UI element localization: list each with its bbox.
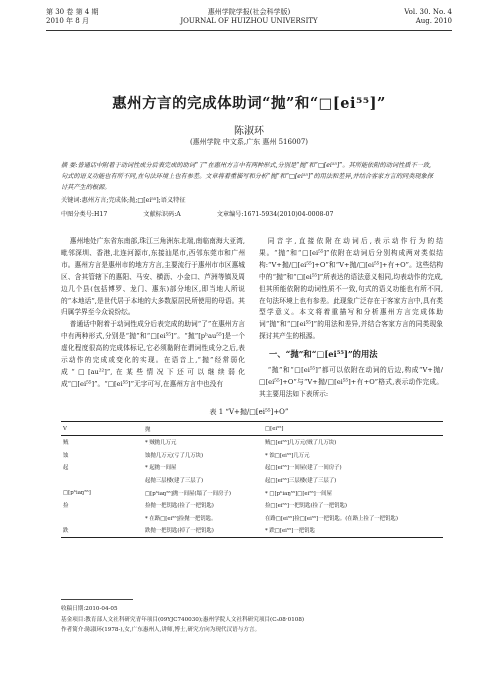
left-column bbox=[61, 236, 245, 391]
column-header-ei: □[ei⁵⁵] bbox=[263, 422, 443, 436]
table-cell: 跌 bbox=[61, 524, 143, 537]
table-cell: 在路□[ei⁵⁵]捡□[ei⁵⁵]一把钥匙。(在路上捡了一把钥匙) bbox=[265, 515, 398, 522]
paragraph: 普通话中附着于动词性成分后表完成的助词“了”在惠州方言中有两种形式,分别是“抛”和“□[ei⁵⁵]”。“抛”[pʰau⁵⁵]是一个虚化程度很高的完成体标记,它必须黏附在谓词性成分之后,表示动作的完成或变化的实现。在语音上,“抛”经常弱化成“□[au²²]”,在某些情况下还可以继续弱化成“□[ei⁵⁵]”。“□[ei⁵⁵]”无字可写,在惠州方言中也没有 bbox=[61, 320, 245, 388]
table-cell: * 起抛一间屋 bbox=[145, 465, 177, 472]
table-cell: □[pʰiaŋ⁵⁵]抛一间屋(塌了一间房子) bbox=[145, 490, 231, 497]
table-cell: 起□[ei⁵⁵]一间屋(建了一间房子) bbox=[265, 465, 342, 472]
table-cell: □[pʰiaŋ⁵⁵] bbox=[63, 489, 91, 496]
right-column bbox=[259, 236, 443, 401]
paragraph: 同音字,直接依附在动词后,表示动作行为的结果。“抛”和“□[ei⁵⁵]”依附在动词后分别构成两对类似结构:“V+抛/□[ei⁵⁵]+O”和“V+抛/□[ei⁵⁵]+有+O”。这些结构中的“抛”和“□[ei⁵⁵]”所表达的语法意义相同,均表动作的完成,但其所能依附的动词性质不一致,句式的语义功能也有所不同,在句法环境上也有参差。此现象广泛存在于客家方言中,具有类型学意义。本文将着重描写和分析惠州方言完成体助词“抛”和“□[ei⁵⁵]”的用法和差异,并结合客家方言的同类现象探讨其产生的根源。 bbox=[259, 237, 443, 341]
header-journal-en: JOURNAL OF HUIZHOU UNIVERSITY bbox=[180, 17, 318, 25]
funding-note: 基金项目:教育部人文社科研究青年项目(09YJC740030);惠州学院人文社科研究项目(C₃08·0108) bbox=[61, 616, 305, 623]
table-cell: 捡 bbox=[63, 503, 69, 510]
table-cell: * 贼抛几万元 bbox=[145, 440, 177, 447]
usage-table bbox=[61, 421, 443, 538]
table-cell bbox=[61, 474, 143, 487]
author-bio: 作者简介:陈淑环(1978-),女,广东惠州人,讲师,博士,研究方向为现代汉语与方言。 bbox=[61, 627, 261, 633]
header-date: 2010 年 8 月 bbox=[46, 17, 89, 25]
table-cell: 贼□[ei⁵⁵]几万元(贼了几万块) bbox=[265, 440, 337, 447]
table-row bbox=[61, 499, 443, 512]
paragraph: “抛”和“□[ei⁵⁵]”都可以依附在动词的后边,构成“V+抛/□[ei⁵⁵]+O”与“V+抛/□[ei⁵⁵]+有+O”格式,表示动作完成。其主要用法如下表所示: bbox=[259, 366, 443, 398]
paper-title: 惠州方言的完成体助词“抛”和“□[ei⁵⁵]” bbox=[112, 95, 386, 112]
received-date: 收稿日期:2010-04-05 bbox=[61, 606, 118, 612]
table-cell: * 跌□[ei⁵⁵]一把钥匙 bbox=[263, 524, 443, 537]
table-cell: 起□[ei⁵⁵]三层楼(建了三层了) bbox=[265, 478, 337, 485]
footnote-rule bbox=[61, 599, 133, 600]
header-month: Aug. 2010 bbox=[415, 17, 452, 25]
table-cell: 蚀 bbox=[63, 452, 69, 459]
author-affiliation: (惠州学院 中文系,广东 惠州 516007) bbox=[189, 138, 309, 146]
table-cell: 起 bbox=[63, 465, 69, 472]
table-row bbox=[61, 461, 443, 474]
section-heading: 一、“抛”和“□[ei⁵⁵]”的用法 bbox=[269, 349, 378, 360]
classification-meta bbox=[61, 209, 437, 218]
table-row bbox=[61, 512, 443, 525]
table-cell: 贼 bbox=[63, 440, 69, 447]
table-cell: 起抛三层楼(建了三层了) bbox=[145, 478, 204, 485]
header-volume-en bbox=[404, 8, 452, 26]
table-row bbox=[61, 486, 443, 499]
table-row bbox=[61, 474, 443, 487]
document-code: 文献标识码:A bbox=[143, 211, 181, 218]
article-number: 文章编号:1671-5934(2010)04-0008-07 bbox=[216, 211, 334, 218]
clc-number: 中图分类号:H17 bbox=[61, 211, 108, 218]
table-cell: * 蚀□[ei⁵⁵]几万元 bbox=[265, 452, 310, 459]
paragraph: 惠州地处广东省东南部,珠江三角洲东北端,南临南海大亚湾,毗邻深圳、香港,北连河源市,东接汕尾市,西邻东莞市和广州市。惠州方言是惠州市的地方方言,主要流行于惠州市市区惠城区、含其管辖下的惠阳、马安、横沥、小金口、芦洲等镇及周边几个县(包括博罗、龙门、惠东)部分地区,即当地人所说的“本地话”,是世代居于本地的大多数原居民所使用的母语。其归属学界至今众说纷纭。 bbox=[61, 237, 245, 317]
table-cell: 捡□[ei⁵⁵]一把钥匙(捡了一把钥匙) bbox=[265, 503, 348, 510]
table-caption: 表 1 “V+抛/□[ei⁵⁵]+O” bbox=[209, 408, 289, 416]
header-volume-issue: 第 30 卷 第 4 期 bbox=[46, 8, 99, 16]
table-cell: 跌抛一把钥匙(掉了一把钥匙) bbox=[143, 524, 263, 537]
header-journal-cn: 惠州学院学报(社会科学版) bbox=[207, 8, 291, 16]
header-rule bbox=[46, 30, 452, 31]
column-header-pao: 抛 bbox=[143, 422, 263, 436]
table-cell: * 在路□[ei⁵⁵]捡抛一把钥匙。 bbox=[145, 515, 217, 522]
table-row bbox=[61, 436, 443, 449]
header-journal bbox=[46, 8, 452, 26]
footnotes bbox=[61, 604, 437, 636]
table-cell bbox=[61, 512, 143, 525]
abstract: 摘 要:普通话中附着于动词性成分后表完成的助词“了”在惠州方言中有两种形式,分别是“抛”和“□[ei⁵⁵]”。其所能依附的动词性质不一致,句式的语义功能也有所不同,在句法环境上也有参差。文章将着重描写和分析“抛”和“□[ei⁵⁵]”的用法和差异,并结合客家方言的同类现象探讨其产生的根源。 bbox=[61, 162, 433, 191]
table-row bbox=[61, 449, 443, 462]
table-cell: 蚀抛几万元(亏了几万块) bbox=[145, 452, 204, 459]
author-name: 陈淑环 bbox=[234, 126, 264, 137]
table-cell: 捡抛一把钥匙(捡了一把钥匙) bbox=[145, 503, 214, 510]
header-vol-no: Vol. 30. No. 4 bbox=[404, 8, 452, 16]
column-header-v: V bbox=[61, 422, 143, 436]
table-cell: * □[pʰiaŋ⁵⁵]□[ei⁵⁵]一间屋 bbox=[265, 490, 332, 497]
table-row bbox=[61, 524, 443, 537]
table-header-row bbox=[61, 422, 443, 436]
keywords: 关键词:惠州方言;完成体;抛;□[ei⁵⁵];语义特征 bbox=[61, 197, 186, 204]
